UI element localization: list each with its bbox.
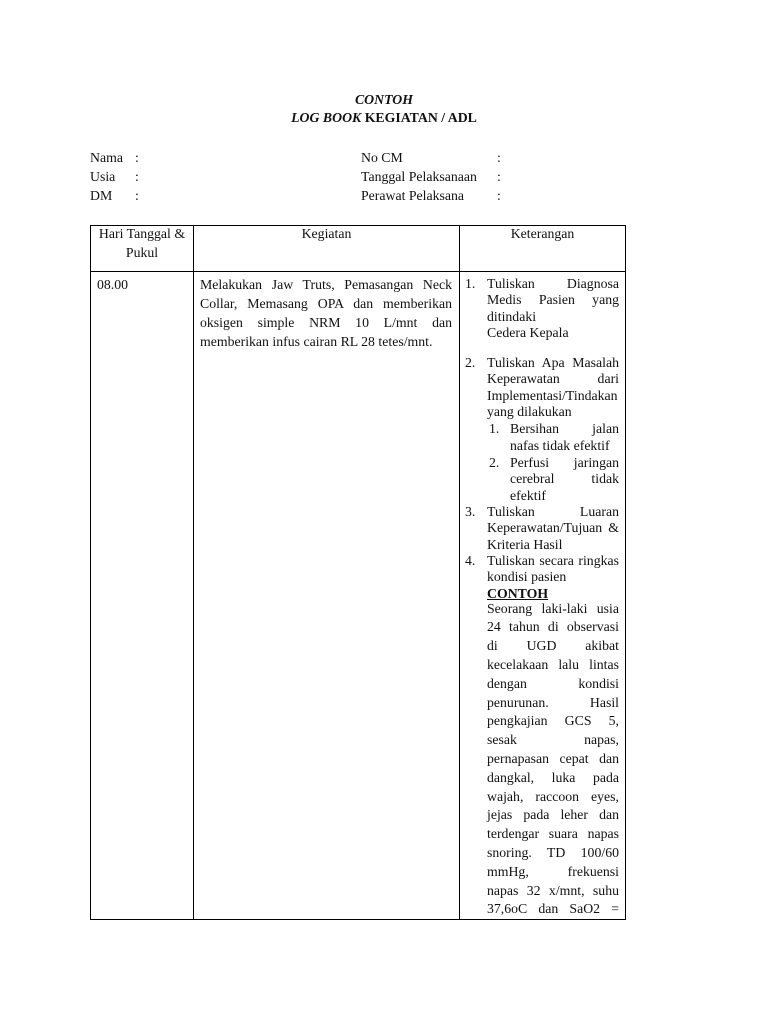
note-subitem-line: Bersihan jalan xyxy=(510,421,619,437)
note-item-line: Keperawatan/Tujuan & xyxy=(487,520,619,536)
note-subitem-line: nafas tidak efektif xyxy=(510,437,610,453)
field-label-usia: Usia xyxy=(90,168,116,184)
example-line: jejas pada leher dan xyxy=(487,807,619,823)
note-item-line: Tuliskan Luaran xyxy=(487,503,619,519)
field-row xyxy=(0,167,768,186)
example-line: penurunan. Hasil xyxy=(487,694,619,710)
field-separator: : xyxy=(135,149,139,165)
note-item-number: 3. xyxy=(465,503,476,519)
field-separator: : xyxy=(497,168,501,184)
activity-line: oksigen simple NRM 10 L/mnt dan xyxy=(200,314,452,330)
activity-line: Collar, Memasang OPA dan memberikan xyxy=(200,295,452,311)
table-column-divider xyxy=(193,226,194,919)
example-line: 37,6oC dan SaO2 = xyxy=(487,901,619,917)
document-subtitle xyxy=(0,109,768,127)
field-label-perawat-pelaksana: Perawat Pelaksana xyxy=(361,187,465,203)
activity-line: Melakukan Jaw Truts, Pemasangan Neck xyxy=(200,276,452,292)
example-line: Seorang laki-laki usia xyxy=(487,600,619,616)
field-label-dm: DM xyxy=(90,187,113,203)
example-heading: CONTOH xyxy=(487,585,549,601)
note-item-line: kondisi pasien xyxy=(487,569,567,585)
header-notes: Keterangan xyxy=(510,225,575,241)
note-item-line: Implementasi/Tindakan xyxy=(487,387,618,403)
field-separator: : xyxy=(497,149,501,165)
example-line: terdengar suara napas xyxy=(487,826,619,842)
document-title-block xyxy=(0,91,768,127)
example-line: pernapasan cepat dan xyxy=(487,750,619,766)
log-table xyxy=(90,225,626,920)
field-row xyxy=(0,186,768,205)
note-item xyxy=(487,553,619,586)
note-subitem-line: cerebral tidak xyxy=(510,471,619,487)
field-separator: : xyxy=(135,187,139,203)
note-item-line: ditindaki xyxy=(487,308,537,324)
note-item-line: Kriteria Hasil xyxy=(487,536,563,552)
note-item-line: Tuliskan Apa Masalah xyxy=(487,354,619,370)
example-line: mmHg, frekuensi xyxy=(487,863,619,879)
example-line: snoring. TD 100/60 xyxy=(487,844,619,860)
document-title xyxy=(0,91,768,109)
subtitle-italic: LOG BOOK xyxy=(291,110,362,125)
field-separator: : xyxy=(497,187,501,203)
note-subitem-line: Perfusi jaringan xyxy=(510,454,619,470)
note-subitem xyxy=(510,421,619,454)
field-row xyxy=(0,148,768,167)
example-line: 24 tahun di observasi xyxy=(487,619,619,635)
example-line: sesak napas, xyxy=(487,732,619,748)
field-label-tanggal-pelaksanaan: Tanggal Pelaksanaan xyxy=(361,168,477,184)
header-time: Hari Tanggal & Pukul xyxy=(98,225,186,260)
note-item-line: Medis Pasien yang xyxy=(487,292,619,308)
note-item-number: 2. xyxy=(465,354,476,370)
note-item xyxy=(487,355,619,421)
field-label-nama: Nama xyxy=(90,149,123,165)
note-item-number: 4. xyxy=(465,552,476,568)
note-item-line: yang dilakukan xyxy=(487,404,572,420)
field-label-no-cm: No CM xyxy=(361,149,403,165)
field-separator: : xyxy=(135,168,139,184)
note-subitem-number: 2. xyxy=(489,454,500,470)
example-line: dangkal, luka pada xyxy=(487,769,619,785)
table-column-divider xyxy=(459,226,460,919)
note-item-line: Cedera Kepala xyxy=(487,325,569,341)
note-item xyxy=(487,276,619,342)
activity-line: memberikan infus cairan RL 28 tetes/mnt. xyxy=(200,333,433,349)
row-activity xyxy=(200,275,452,351)
note-subitem xyxy=(510,455,619,505)
example-line: wajah, raccoon eyes, xyxy=(487,788,619,804)
example-paragraph xyxy=(487,600,619,920)
example-line: napas 32 x/mnt, suhu xyxy=(487,882,619,898)
subtitle-rest: KEGIATAN / ADL xyxy=(364,110,477,125)
note-subitem-number: 1. xyxy=(489,421,500,437)
note-item-line: Keperawatan dari xyxy=(487,371,619,387)
header-activity: Kegiatan xyxy=(301,225,352,241)
example-line: pengkajian GCS 5, xyxy=(487,713,619,729)
note-item-number: 1. xyxy=(465,275,476,291)
note-item-line: Tuliskan secara ringkas xyxy=(487,552,619,568)
note-item xyxy=(487,504,619,554)
note-subitem-line: efektif xyxy=(510,487,547,503)
note-item-line: Tuliskan Diagnosa xyxy=(487,275,619,291)
example-line: kecelakaan lalu lintas xyxy=(487,656,619,672)
example-line: di UGD akibat xyxy=(487,638,619,654)
title-heading: CONTOH xyxy=(354,92,413,107)
table-header-divider xyxy=(91,271,625,272)
row-time: 08.00 xyxy=(97,276,129,292)
example-line: dengan kondisi xyxy=(487,675,619,691)
